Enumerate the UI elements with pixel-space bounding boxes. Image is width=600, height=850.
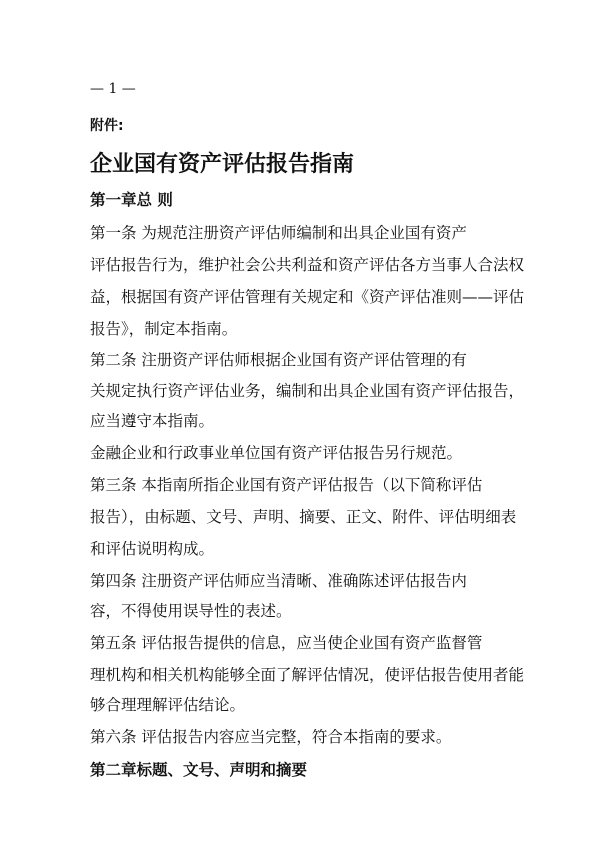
page-number: — 1 — bbox=[90, 81, 136, 97]
article-1-line: 报告》，制定本指南。 bbox=[90, 320, 238, 338]
article-2-line: 第二条 注册资产评估师根据企业国有资产评估管理的有 bbox=[90, 351, 467, 369]
article-1-line: 第一条 为规范注册资产评估师编制和出具企业国有资产 bbox=[90, 224, 467, 242]
article-3-line: 报告），由标题、文号、声明、摘要、正文、附件、评估明细表 bbox=[90, 508, 517, 526]
article-3-line: 和评估说明构成。 bbox=[90, 540, 215, 558]
article-1-line: 益，根据国有资产评估管理有关规定和《资产评估准则——评估 bbox=[90, 288, 525, 306]
chapter-1-heading: 第一章总 则 bbox=[90, 191, 173, 209]
article-2-line: 关规定执行资产评估业务，编制和出具企业国有资产评估报告， bbox=[90, 382, 525, 400]
article-3-line: 第三条 本指南所指企业国有资产评估报告（以下简称评估 bbox=[90, 476, 483, 494]
article-2-line: 应当遵守本指南。 bbox=[90, 412, 215, 430]
article-5-line: 理机构和相关机构能够全面了解评估情况，使评估报告使用者能 bbox=[90, 666, 525, 684]
article-4-line: 容，不得使用误导性的表述。 bbox=[90, 602, 292, 620]
attachment-label: 附件: bbox=[90, 118, 124, 134]
article-6-line: 第六条 评估报告内容应当完整，符合本指南的要求。 bbox=[90, 728, 452, 746]
article-4-line: 第四条 注册资产评估师应当清晰、准确陈述评估报告内 bbox=[90, 572, 467, 590]
chapter-2-heading: 第二章标题、文号、声明和摘要 bbox=[90, 761, 308, 779]
article-5-line: 第五条 评估报告提供的信息，应当使企业国有资产监督管 bbox=[90, 634, 483, 652]
article-2-supplement: 金融企业和行政事业单位国有资产评估报告另行规范。 bbox=[90, 444, 463, 462]
article-1-line: 评估报告行为，维护社会公共利益和资产评估各方当事人合法权 bbox=[90, 256, 525, 274]
article-5-line: 够合理理解评估结论。 bbox=[90, 696, 246, 714]
document-title: 企业国有资产评估报告指南 bbox=[90, 151, 355, 177]
